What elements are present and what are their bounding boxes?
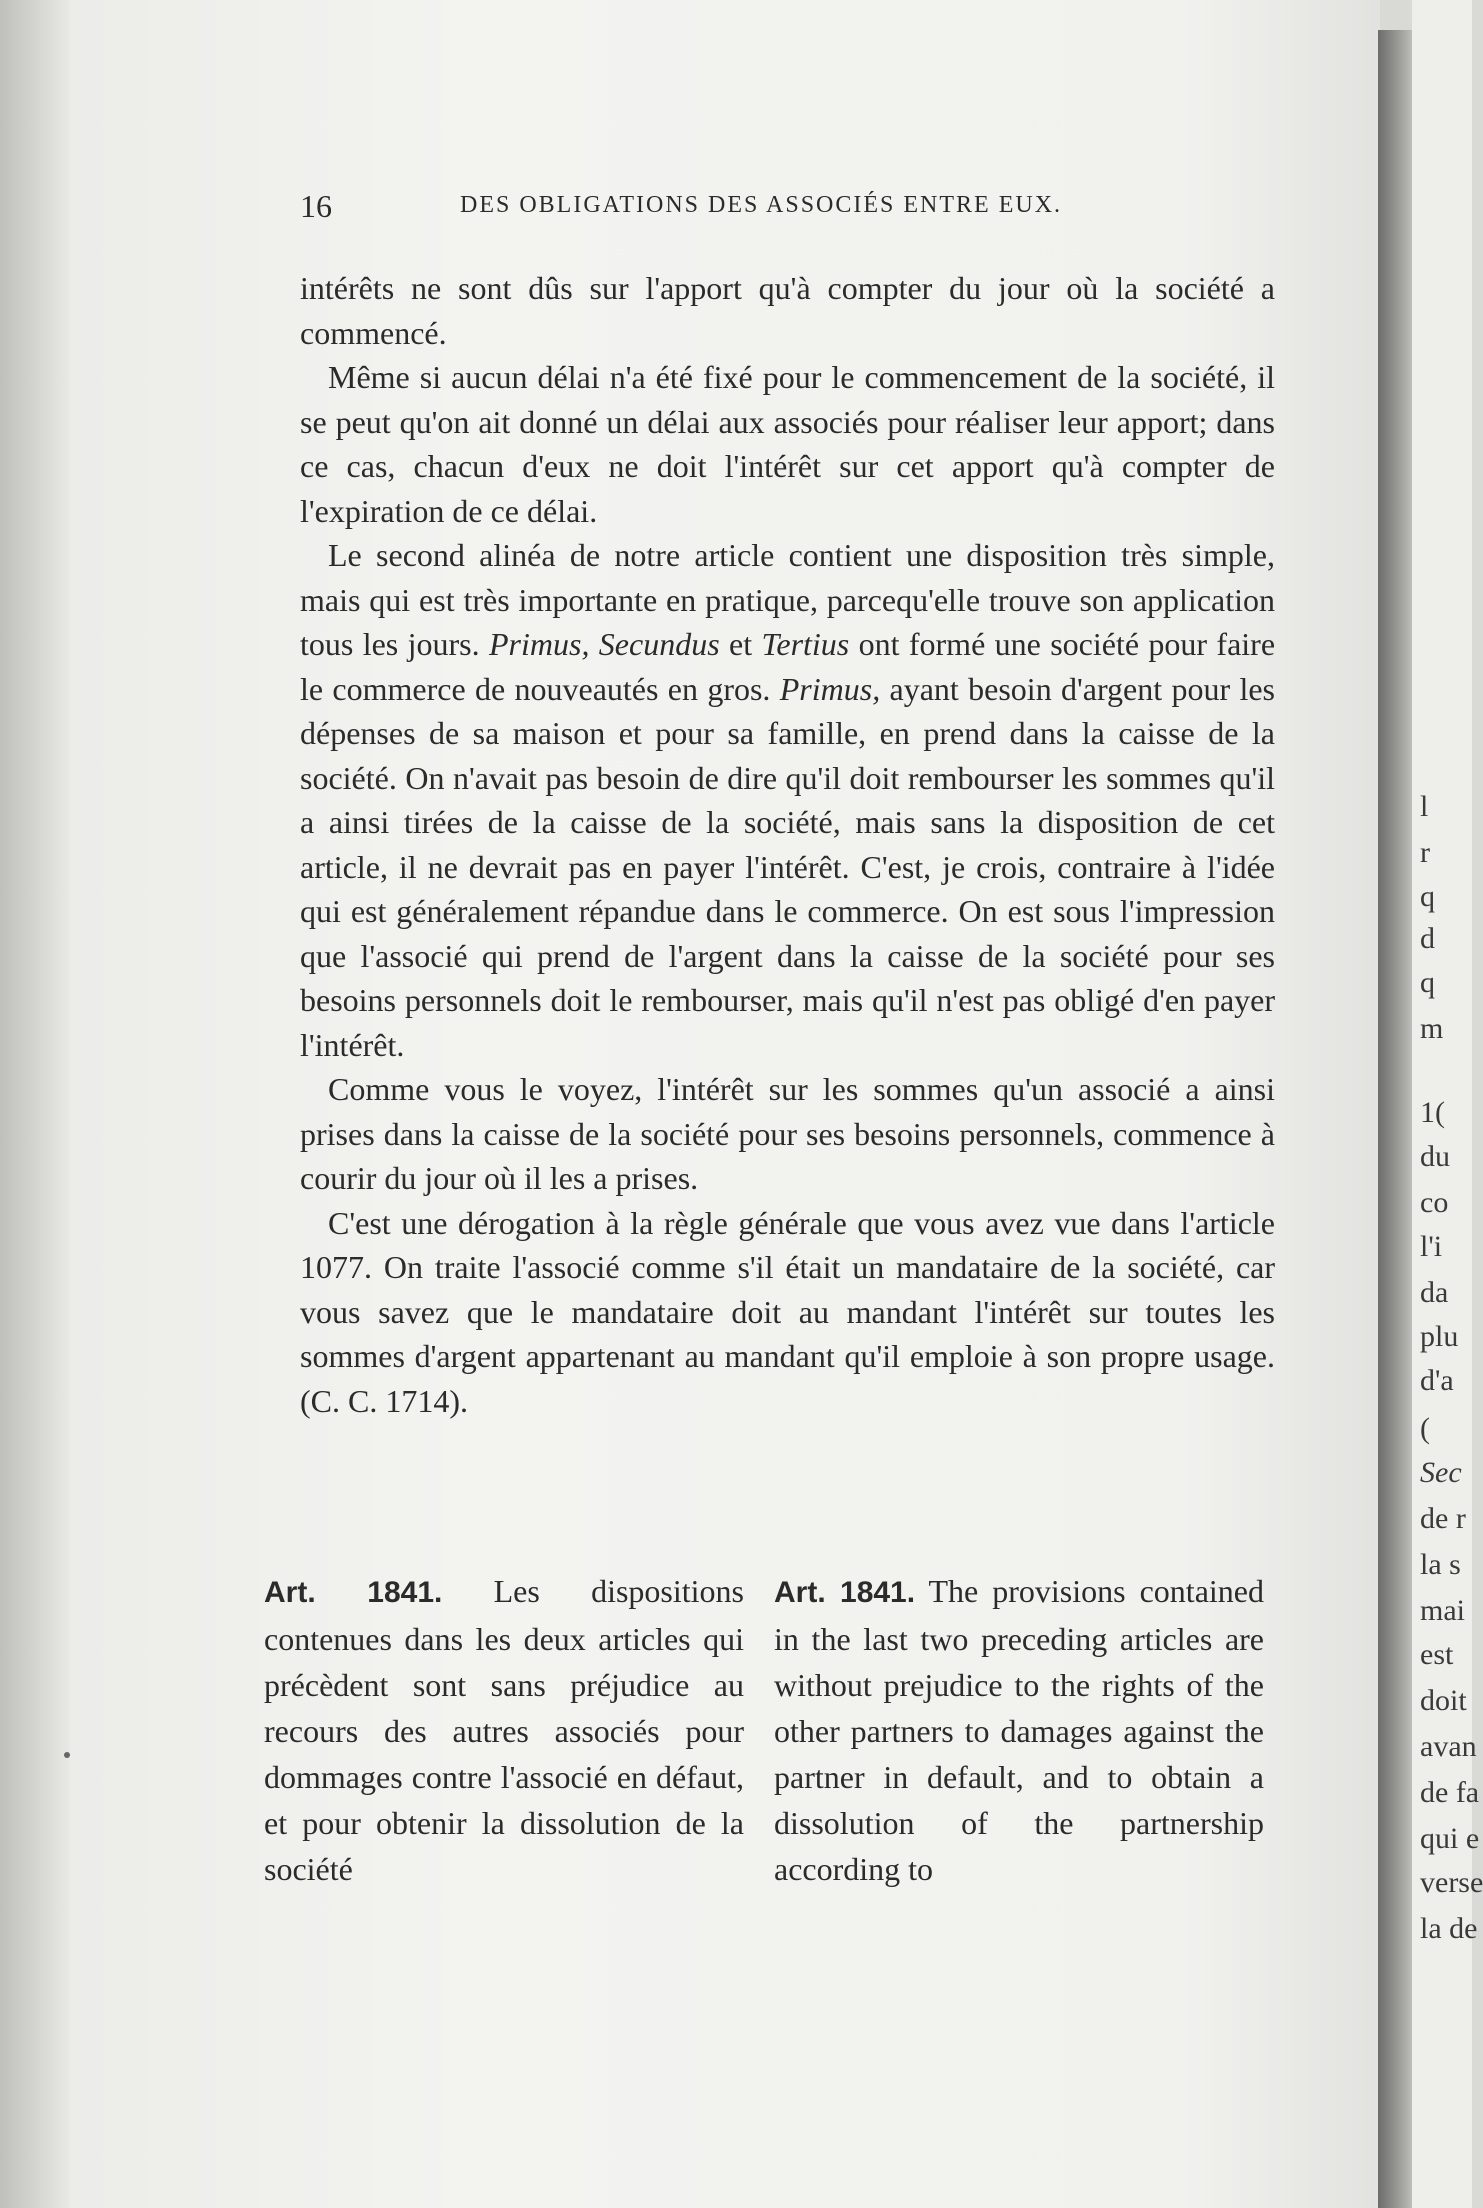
text-run: ont formé une société pour faire le commerce de nouveautés en gros. xyxy=(300,626,1276,707)
next-page-line: r xyxy=(1420,836,1430,869)
next-page-line: du xyxy=(1420,1140,1450,1173)
body-text xyxy=(300,266,1275,1423)
next-page-line: de r xyxy=(1420,1502,1466,1535)
next-page-line: qui e xyxy=(1420,1822,1480,1855)
next-page-line: d xyxy=(1420,922,1435,955)
italic-name: Tertius xyxy=(761,626,850,662)
paragraph xyxy=(300,533,1275,1067)
page-header xyxy=(300,188,1300,238)
article-english xyxy=(774,1568,1264,1892)
article-text: The provisions contained in the last two preceding articles are without prejudice to the rights of the other partners to damages against the partner in default, and to obtain a dissolution of the partnership according to xyxy=(774,1573,1264,1887)
paragraph: C'est une dérogation à la règle générale que vous avez vue dans l'article 1077. On traite l'associé comme s'il était un mandataire de la société, car vous savez que le mandataire doit au mandant l'intérêt sur toutes les sommes d'argent appartenant au mandant qu'il emploie à son propre usage. (C. C. 1714). xyxy=(300,1204,1275,1419)
text-run: ayant besoin d'argent pour les dépenses de sa maison et pour sa famille, en prend dans la caisse de la société. On n'avait pas besoin de dire qu'il doit rembourser les sommes qu'il a ainsi tirées de la caisse de la société, mais sans la disposition de cet article, il ne devrait pas en payer l'intérêt. C'est, je crois, contraire à l'idée qui est généralement répandue dans le commerce. On est sous l'impression que l'associé qui prend de l'argent dans la caisse de la société pour ses besoins personnels doit le rembourser, mais qu'il n'est pas obligé d'en payer l'intérêt. xyxy=(300,670,1276,1063)
italic-name: Primus, Secundus xyxy=(488,626,720,662)
next-page-line: l xyxy=(1420,790,1429,823)
article-text: Les dispositions contenues dans les deux articles qui précèdent sont sans préjudice au recours des autres associés pour dommages contre l'associé en défaut, et pour obtenir la dissolution de la société xyxy=(264,1573,744,1887)
article-label: Art. 1841. xyxy=(774,1576,916,1609)
paragraph: intérêts ne sont dûs sur l'apport qu'à compter du jour où la société a commencé. xyxy=(300,270,1275,351)
next-page-line: doit xyxy=(1420,1684,1467,1717)
next-page-line: est xyxy=(1420,1638,1454,1671)
next-page-line: m xyxy=(1420,1012,1444,1045)
ink-speck xyxy=(64,1752,70,1758)
paragraph: Comme vous le voyez, l'intérêt sur les sommes qu'un associé a ainsi prises dans la caisse de la société pour ses besoins personnels, commence à courir du jour où il les a prises. xyxy=(300,1071,1275,1196)
text-run: Le second alinéa de notre article contient une disposition très simple, mais qui est très importante en pratique, parcequ'elle trouve son application tous les jours. xyxy=(300,537,1275,662)
next-page-line: verse xyxy=(1420,1866,1483,1899)
article-french xyxy=(264,1568,744,1892)
text-run: et xyxy=(719,626,762,662)
next-page-line: ( xyxy=(1420,1412,1430,1445)
article-label: Art. 1841. xyxy=(264,1576,443,1609)
next-page-line: de fa xyxy=(1420,1776,1480,1809)
next-page-line: plu xyxy=(1420,1320,1459,1353)
page-number: 16 xyxy=(300,188,332,224)
next-page-line: l'i xyxy=(1420,1230,1443,1263)
next-page-line: co xyxy=(1420,1186,1449,1219)
italic-name: Primus, xyxy=(779,670,881,707)
next-page-line: q xyxy=(1420,880,1435,913)
next-page-line: da xyxy=(1420,1276,1449,1309)
next-page-line: Sec xyxy=(1420,1456,1462,1489)
next-page-line: q xyxy=(1420,966,1435,999)
scan-left-margin xyxy=(0,0,70,2208)
next-page-line: mai xyxy=(1420,1594,1465,1627)
book-gutter xyxy=(1378,30,1412,2208)
next-page-line: d'a xyxy=(1420,1364,1454,1397)
article-columns xyxy=(264,1568,1264,1948)
paragraph: Même si aucun délai n'a été fixé pour le commencement de la société, il se peut qu'on ait donné un délai aux associés pour réaliser leur apport; dans ce cas, chacun d'eux ne doit l'intérêt sur cet apport qu'à compter de l'expiration de ce délai. xyxy=(300,359,1275,529)
next-page-line: avan xyxy=(1420,1730,1477,1763)
next-page-line: la s xyxy=(1420,1548,1461,1581)
next-page-line: la de xyxy=(1420,1912,1478,1945)
running-title: DES OBLIGATIONS DES ASSOCIÉS ENTRE EUX. xyxy=(460,192,1063,218)
next-page-fragment xyxy=(1412,0,1483,2208)
next-page-line: 1( xyxy=(1420,1096,1445,1129)
